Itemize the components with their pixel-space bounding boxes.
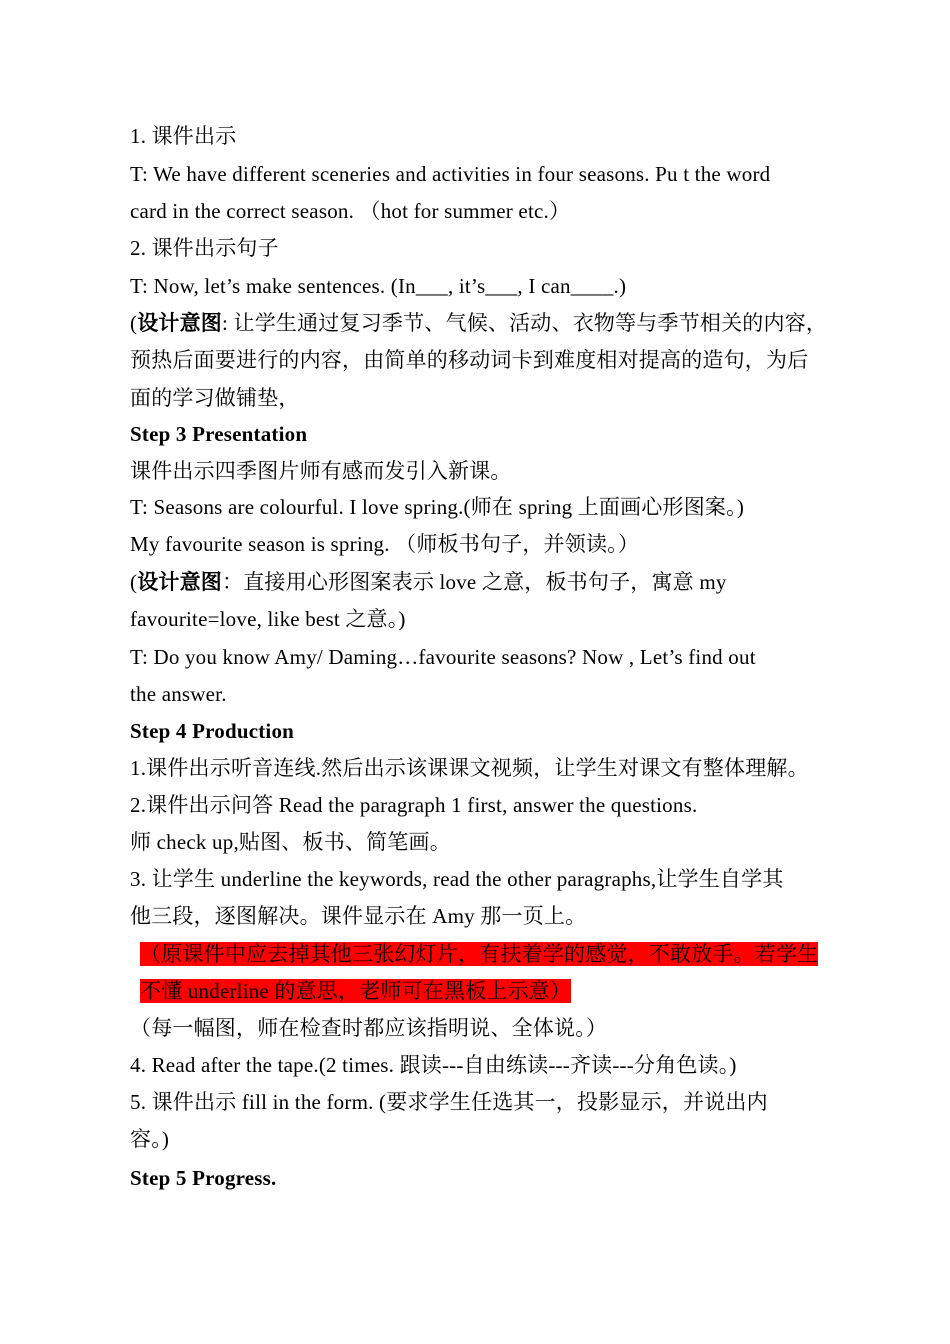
section-heading: Step 3 Presentation — [130, 422, 308, 446]
text-line: 容。) — [130, 1127, 170, 1151]
text-line: 1.课件出示听音连线.然后出示该课课文视频，让学生对课文有整体理解。 — [130, 756, 809, 780]
text-line: 2. 课件出示句子 — [130, 236, 279, 260]
paren: ( — [130, 311, 138, 335]
highlighted-note: （原课件中应去掉其他三张幻灯片，有扶着学的感觉，不敢放手。若学生 — [140, 942, 819, 966]
text-line: card in the correct season. （hot for summer etc.） — [130, 199, 571, 223]
section-heading: Step 5 Progress. — [130, 1166, 277, 1190]
text-line: T: Seasons are colourful. I love spring.(师在 spring 上面画心形图案。) — [130, 495, 745, 519]
text-line: 他三段，逐图解决。课件显示在 Amy 那一页上。 — [130, 904, 587, 928]
section-heading: Step 4 Production — [130, 719, 295, 743]
text-line: 5. 课件出示 fill in the form. (要求学生任选其一，投影显示，并说出内 — [130, 1090, 768, 1114]
text-line: 4. Read after the tape.(2 times. 跟读---自由练读---齐读---分角色读。) — [130, 1053, 737, 1077]
text-line: （每一幅图，师在检查时都应该指明说、全体说。） — [130, 1016, 608, 1040]
text-line: 课件出示四季图片师有感而发引入新课。 — [130, 459, 512, 483]
text-span: ( — [130, 570, 138, 594]
text-span: ：直接用心形图案表示 love 之意，板书句子，寓意 my — [222, 570, 727, 594]
text-line: My favourite season is spring. （师板书句子，并领读。） — [130, 532, 640, 556]
text-line: 预热后面要进行的内容，由简单的移动词卡到难度相对提高的造句，为后 — [130, 348, 809, 372]
design-intent-line — [130, 566, 727, 598]
text-line: T: Do you know Amy/ Daming…favourite seasons? Now , Let’s find out — [130, 645, 756, 669]
text-line: 2.课件出示问答 Read the paragraph 1 first, answer the questions. — [130, 793, 698, 817]
text-line: 1. 课件出示 — [130, 124, 237, 148]
design-intent-label: 设计意图 — [137, 570, 223, 594]
text-line: 师 check up,贴图、板书、简笔画。 — [130, 830, 451, 854]
text-line: 3. 让学生 underline the keywords, read the other paragraphs,让学生自学其 — [130, 867, 784, 891]
text-line: the answer. — [130, 682, 227, 706]
text-line: 面的学习做铺垫， — [130, 386, 300, 410]
design-intent-label: 设计意图 — [137, 311, 223, 335]
design-intent-line — [130, 307, 827, 339]
text-line: T: We have different sceneries and activities in four seasons. Pu t the word — [130, 162, 771, 186]
text-line: favourite=love, like best 之意。) — [130, 607, 406, 631]
highlighted-note: 不懂 underline 的意思，老师可在黑板上示意） — [140, 979, 572, 1003]
text-line: T: Now, let’s make sentences. (In___, it’s___, I can____.) — [130, 274, 627, 298]
text-span: : 让学生通过复习季节、气候、活动、衣物等与季节相关的内容， — [222, 311, 828, 335]
